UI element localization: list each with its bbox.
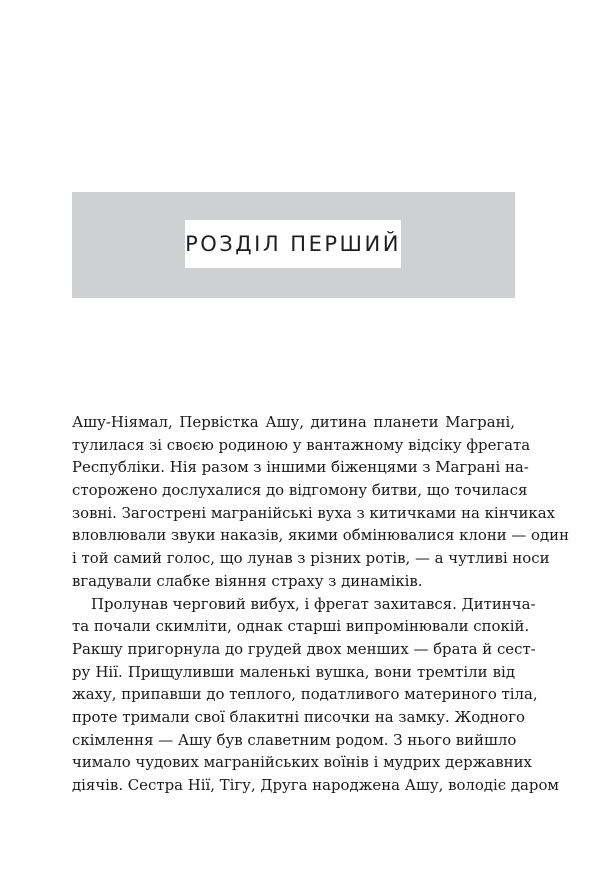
text-body (72, 411, 570, 797)
paragraph-1 (72, 411, 570, 593)
text-line: Республіки. Нія разом з іншими біженцями з Маграні на- (72, 458, 529, 477)
paragraph-2 (72, 593, 559, 797)
text-line: тулилася зі своєю родиною у вантажному відсіку фрегата (72, 435, 531, 454)
text-line: діячів. Сестра Нії, Тігу, Друга народжена Ашу, володіє даром (72, 776, 559, 794)
text-line: скімлення — Ашу був славетним родом. З нього вийшло (72, 730, 517, 749)
text-line: та почали скимліти, однак старші випромінювали спокій. (72, 617, 530, 636)
text-line: жаху, припавши до теплого, податливого материного тіла, (72, 685, 538, 704)
text-line: Ашу-Ніямал, Первістка Ашу, дитина планети Маграні, (72, 413, 515, 431)
text-line: Пролунав черговий вибух, і фрегат захитався. Дитинча- (91, 594, 536, 613)
text-line: сторожено дослухалися до відгомону битви, що точилася (72, 481, 528, 500)
text-line: зовні. Загострені магранійські вуха з китичками на кінчиках (72, 503, 555, 522)
text-line: чимало чудових магранійських воїнів і мудрих державних (72, 753, 532, 772)
text-line: вловлювали звуки наказів, якими обмінювалися клони — один (72, 526, 570, 545)
text-line: ру Нії. Прищуливши маленькі вушка, вони тремтіли від (72, 662, 515, 681)
text-line: вгадували слабке віяння страху з динаміків. (72, 571, 423, 590)
text-line: Ракшу пригорнула до грудей двох менших — брата й сест- (72, 639, 536, 658)
text-line: проте тримали свої блакитні писочки на замку. Жодного (72, 707, 525, 726)
chapter-title: РОЗДІЛ ПЕРШИЙ (185, 232, 401, 256)
text-line: і той самий голос, що лунав з різних ротів, — а чутливі носи (72, 549, 550, 568)
chapter-title-box (185, 220, 401, 268)
